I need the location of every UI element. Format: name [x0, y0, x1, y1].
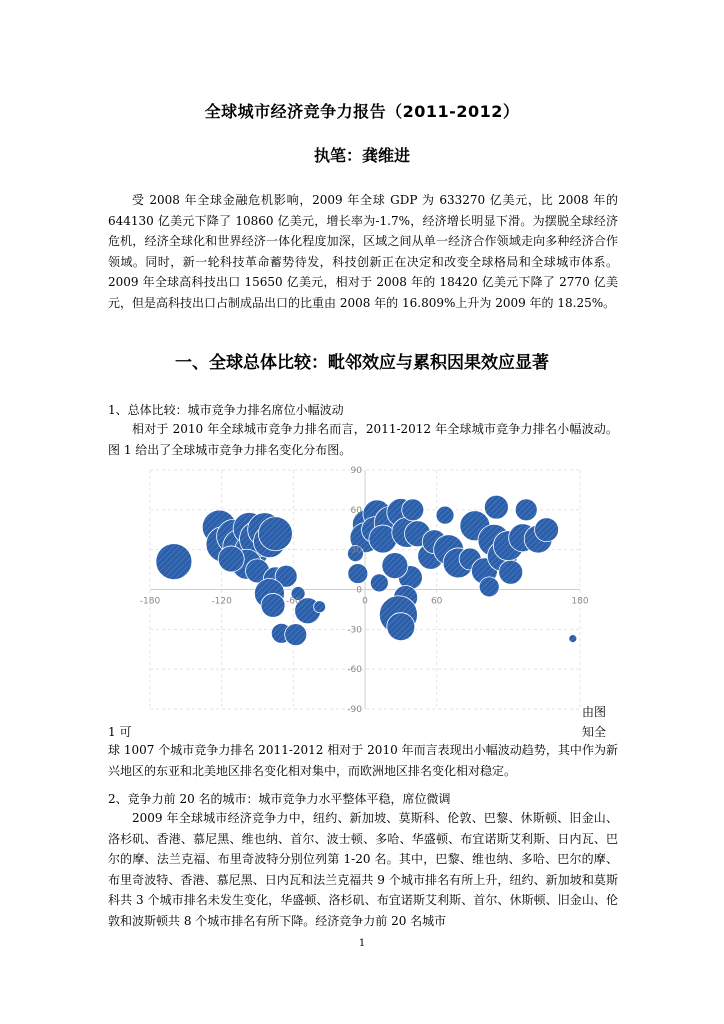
chart-figure	[139, 462, 590, 721]
y-tick-label: 90	[350, 466, 362, 476]
y-tick-label: -60	[347, 665, 362, 676]
data-point	[515, 499, 537, 521]
subsection-paragraph-2: 2009 年全球城市经济竞争力中，纽约、新加坡、莫斯科、伦敦、巴黎、休斯顿、旧金山、洛杉矶、香港、慕尼黑、维也纳、首尔、波士顿、多哈、华盛顿、布宜诺斯艾利斯、日内瓦、巴尔的摩、法兰克福、布里奇波特分别位列第 1-20 名。其中，巴黎、维也纳、多哈、巴尔的摩、布里奇波特、香港、慕尼黑、日内瓦和法兰克福共 9 个城市排名有所上升，纽约、新加坡和莫斯科共 3 个城市排名未发生变化，华盛顿、洛杉矶、布宜诺斯艾利斯、首尔、休斯顿、旧金山、伦敦和波斯顿共 8 个城市排名有所下降。经济竞争力前 20 名城市	[108, 811, 618, 928]
data-point	[314, 601, 326, 613]
y-tick-label: 0	[356, 585, 362, 596]
data-point	[535, 518, 559, 542]
page-title: 全球城市经济竞争力报告（2011-2012）	[204, 102, 520, 121]
data-point	[484, 495, 508, 519]
caption-left: 1 可	[108, 725, 132, 739]
after-chart-paragraph: 球 1007 个城市竞争力排名 2011-2012 相对于 2010 年而言表现出小幅波动趋势，其中作为新兴地区的东亚和北美地区排名变化相对集中，而欧洲地区排名变化相对稳定。	[108, 743, 618, 778]
x-tick-label: -120	[211, 596, 232, 607]
caption-right-1: 由图	[582, 705, 607, 719]
data-point	[285, 624, 307, 646]
x-tick-label: 60	[430, 596, 443, 607]
data-point	[499, 560, 523, 584]
y-tick-label: 60	[350, 505, 362, 516]
subsection-heading-1: 1、总体比较：城市竞争力排名席位小幅波动	[108, 403, 344, 417]
page-number: 1	[358, 938, 366, 949]
data-point	[218, 546, 244, 572]
data-point	[569, 635, 577, 643]
section-heading: 一、全球总体比较：毗邻效应与累积因果效应显著	[175, 353, 549, 373]
data-point	[370, 574, 388, 592]
y-tick-label: -30	[347, 625, 362, 636]
y-tick-label: 30	[350, 545, 362, 556]
scatter-chart	[139, 462, 590, 717]
data-point	[156, 544, 192, 580]
y-tick-label: -90	[347, 705, 362, 715]
data-point	[436, 506, 454, 524]
data-point	[261, 593, 285, 617]
author-line: 执笔：龚维进	[313, 146, 410, 165]
data-point	[387, 613, 415, 641]
subsection-heading-2: 2、竞争力前 20 名的城市：城市竞争力水平整体平稳，席位微调	[108, 792, 451, 806]
x-tick-label: -60	[285, 596, 301, 607]
data-point	[348, 564, 368, 584]
subsection-paragraph-1: 相对于 2010 年全球城市竞争力排名而言，2011-2012 年全球城市竞争力排名小幅波动。图 1 给出了全球城市竞争力排名变化分布图。	[108, 422, 618, 457]
x-tick-label: 180	[571, 596, 589, 607]
caption-right-2: 知全	[582, 725, 607, 739]
x-tick-label: -180	[139, 596, 161, 607]
intro-paragraph: 受 2008 年全球金融危机影响，2009 年全球 GDP 为 633270 亿美元，比 2008 年的 644130 亿美元下降了 10860 亿美元，增长率为-1.7%，经济增长明显下滑。为摆脱全球经济危机，经济全球化和世界经济一体化程度加深，区域之间从单一经济合作领域走向多种经济合作领域。同时，新一轮科技革命蓄势待发，科技创新正在决定和改变全球格局和全球城市体系。2009 年全球高科技出口 15650 亿美元，相对于 2008 年的 18420 亿美元下降了 2770 亿美元，但是高科技出口占制成品出口的比重由 2008 年的 16.809%上升为 2009 年的 18.25%。	[108, 193, 618, 310]
data-point	[402, 499, 424, 521]
data-point	[382, 553, 408, 579]
data-point	[258, 517, 292, 551]
x-tick-label: 0	[362, 596, 368, 607]
data-point	[479, 577, 499, 597]
